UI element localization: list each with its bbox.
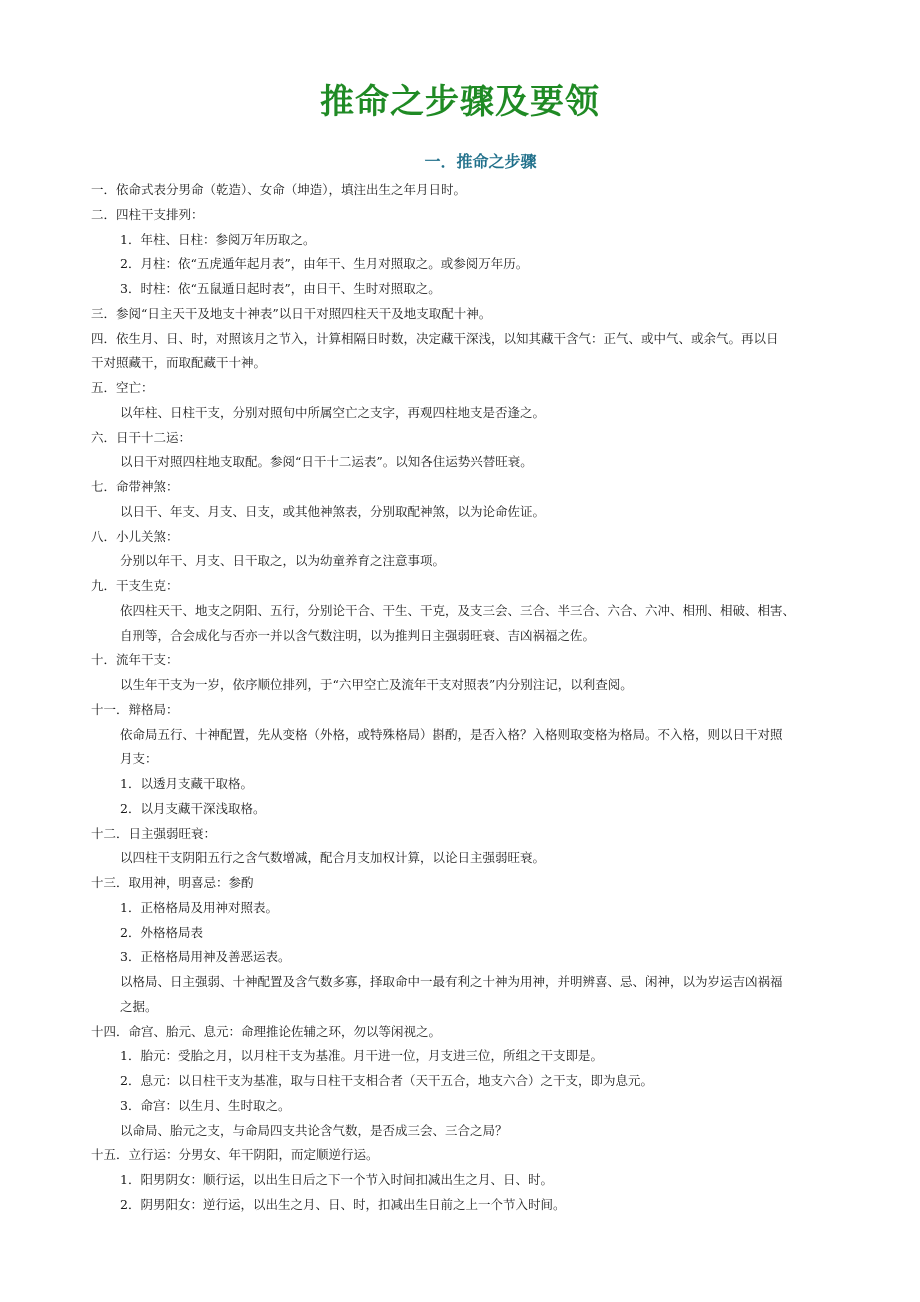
body-subline: 1．年柱、日柱：参阅万年历取之。 xyxy=(120,231,316,247)
body-subline: 以格局、日主强弱、十神配置及含气数多寡，择取命中一最有利之十神为用神，并明辨喜、忌、闲神，以为岁运吉凶祸福 xyxy=(120,974,783,989)
body-line: 干对照藏干，而取配藏干十神。 xyxy=(91,355,267,371)
body-subline: 1．阳男阴女：顺行运，以出生日后之下一个节入时间扣减出生之月、日、时。 xyxy=(120,1172,553,1187)
body-line: 十五．立行运：分男女、年干阴阳，而定顺逆行运。 xyxy=(91,1147,379,1163)
document-title: 推命之步骤及要领 xyxy=(320,82,600,122)
body-subline: 依四柱天干、地支之阴阳、五行，分别论干合、干生、干克，及支三会、三合、半三合、六合、六冲、相刑、相破、相害、 xyxy=(120,602,796,618)
body-line: 六．日干十二运： xyxy=(91,429,192,445)
body-line: 十．流年干支： xyxy=(91,652,179,668)
body-subline: 月支： xyxy=(120,751,158,767)
body-subline: 以命局、胎元之支，与命局四支共论含气数，是否成三会、三合之局？ xyxy=(120,1122,508,1138)
body-line: 七．命带神煞： xyxy=(91,479,179,494)
body-subline: 以生年干支为一岁，依序顺位排列，于“六甲空亡及流年干支对照表”内分别注记，以利查阅。 xyxy=(120,677,633,692)
body-subline: 2．外格格局表 xyxy=(120,924,203,940)
body-subline: 之据。 xyxy=(120,998,158,1014)
body-subline: 以日干、年支、月支、日支，或其他神煞表，分别取配神煞，以为论命佐证。 xyxy=(120,503,546,519)
body-line: 一．依命式表分男命（乾造）、女命（坤造），填注出生之年月日时。 xyxy=(91,182,467,197)
body-line: 二．四柱干支排列： xyxy=(91,206,204,222)
body-line: 八．小儿关煞： xyxy=(91,528,179,544)
body-subline: 2．息元：以日柱干支为基准，取与日柱干支相合者（天干五合，地支六合）之干支，即为息元。 xyxy=(120,1073,653,1088)
body-line: 十三．取用神，明喜忌：参酌 xyxy=(91,875,254,890)
body-subline: 3．正格格局用神及善恶运表。 xyxy=(120,949,291,965)
section-heading: 一．推命之步骤 xyxy=(424,152,537,171)
body-subline: 2．以月支藏干深浅取格。 xyxy=(120,800,266,816)
document-body xyxy=(91,178,881,1218)
body-line: 九．干支生克： xyxy=(91,578,179,593)
body-subline: 以四柱干支阴阳五行之含气数增减，配合月支加权计算，以论日主强弱旺衰。 xyxy=(120,850,546,866)
body-line: 五．空亡： xyxy=(91,380,154,395)
body-line: 十二．日主强弱旺衰： xyxy=(91,825,217,841)
body-line: 十四．命宫、胎元、息元：命理推论佐辅之环，勿以等闲视之。 xyxy=(91,1023,442,1039)
body-subline: 3．时柱：依“五鼠遁日起时表”，由日干、生时对照取之。 xyxy=(120,281,441,296)
body-subline: 依命局五行、十神配置，先从变格（外格，或特殊格局）斟酌，是否入格？入格则取变格为格局。不入格，则以日干对照 xyxy=(120,726,783,742)
body-subline: 2．阴男阳女：逆行运，以出生之月、日、时，扣减出生日前之上一个节入时间。 xyxy=(120,1196,566,1212)
body-subline: 以年柱、日柱干支，分别对照旬中所属空亡之支字，再观四柱地支是否逢之。 xyxy=(120,404,546,420)
body-subline: 1．正格格局及用神对照表。 xyxy=(120,899,278,915)
body-line: 十一．辩格局： xyxy=(91,701,179,717)
body-subline: 2．月柱：依“五虎遁年起月表”，由年干、生月对照取之。或参阅万年历。 xyxy=(120,256,529,272)
body-subline: 1．胎元：受胎之月，以月柱干支为基准。月干进一位，月支进三位，所组之干支即是。 xyxy=(120,1048,603,1064)
body-subline: 3．命宫：以生月、生时取之。 xyxy=(120,1097,291,1113)
body-line: 三．参阅“日主天干及地支十神表”以日干对照四柱天干及地支取配十神。 xyxy=(91,305,492,321)
body-subline: 分别以年干、月支、日干取之，以为幼童养育之注意事项。 xyxy=(120,553,446,569)
body-line: 四．依生月、日、时，对照该月之节入，计算相隔日时数，决定藏干深浅，以知其藏干含气：正气、或中气、或余气。再以日 xyxy=(91,330,779,346)
body-subline: 自刑等，合会成化与否亦一并以含气数注明，以为推判日主强弱旺衰、吉凶祸福之佐。 xyxy=(120,627,596,643)
body-subline: 以日干对照四柱地支取配。参阅“日干十二运表”。以知各住运势兴替旺衰。 xyxy=(120,454,533,470)
body-subline: 1．以透月支藏干取格。 xyxy=(120,776,253,791)
